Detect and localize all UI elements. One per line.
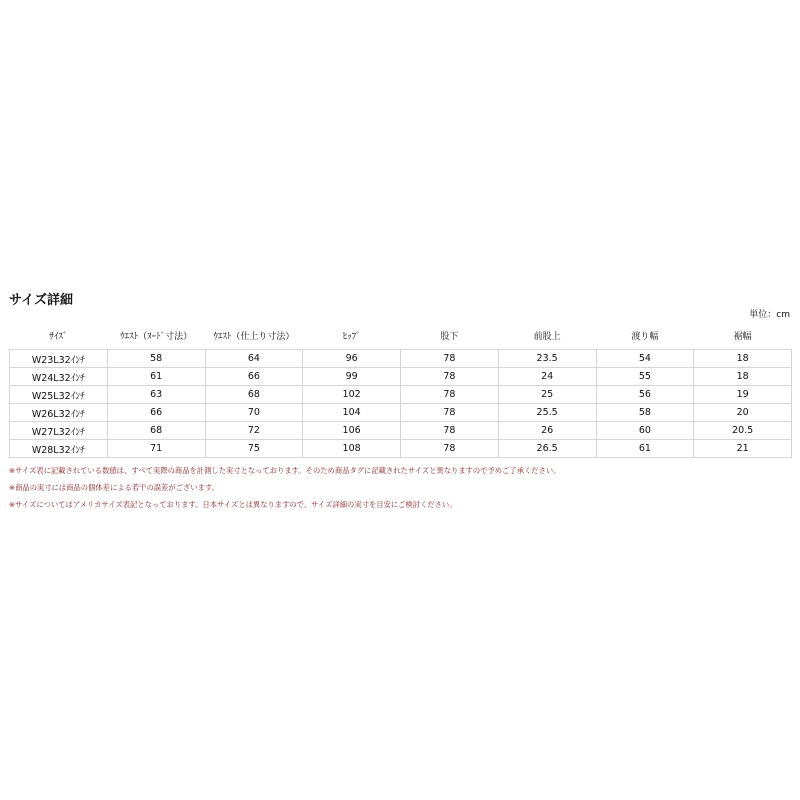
table-cell: 58 [596, 404, 694, 422]
table-row [10, 440, 792, 458]
table-cell: 18 [694, 350, 792, 368]
table-cell: W26L32ｲﾝﾁ [10, 404, 108, 422]
column-header: 股下 [440, 331, 459, 342]
table-row [10, 422, 792, 440]
table-cell: 58 [107, 350, 205, 368]
table-cell: 61 [596, 440, 694, 458]
note-text: ※サイズ表に記載されている数値は、すべて実際の商品を計測した実寸となっております。そのため商品タグに記載されたサイズと異なりますので予めご了承ください。 [9, 466, 561, 475]
table-row [10, 386, 792, 404]
table-cell: 25.5 [498, 404, 596, 422]
table-cell: 61 [107, 368, 205, 386]
table-header-row [10, 321, 792, 350]
table-cell: W27L32ｲﾝﾁ [10, 422, 108, 440]
table-cell: 24 [498, 368, 596, 386]
table-cell: 78 [401, 386, 499, 404]
table-cell: 56 [596, 386, 694, 404]
table-cell: 108 [303, 440, 401, 458]
table-cell: 102 [303, 386, 401, 404]
size-table [9, 321, 792, 458]
table-cell: 78 [401, 440, 499, 458]
page-title: サイズ詳細 [9, 293, 73, 308]
table-cell: 75 [205, 440, 303, 458]
table-cell: 78 [401, 422, 499, 440]
table-cell: 21 [694, 440, 792, 458]
table-cell: W24L32ｲﾝﾁ [10, 368, 108, 386]
table-cell: 25 [498, 386, 596, 404]
table-cell: W28L32ｲﾝﾁ [10, 440, 108, 458]
table-row [10, 368, 792, 386]
notes-section [9, 466, 791, 517]
table-cell: 55 [596, 368, 694, 386]
table-cell: 78 [401, 368, 499, 386]
unit-label: 単位：cm [749, 310, 790, 320]
note-text: ※サイズについてはアメリカサイズ表記となっております。日本サイズとは異なりますので、サイズ詳細の実寸を目安にご検討ください。 [9, 500, 457, 509]
table-cell: 19 [694, 386, 792, 404]
table-cell: 70 [205, 404, 303, 422]
table-cell: 20.5 [694, 422, 792, 440]
table-cell: 23.5 [498, 350, 596, 368]
column-header: ｳｴｽﾄ（仕上り寸法） [213, 331, 295, 342]
table-cell: 54 [596, 350, 694, 368]
table-cell: 71 [107, 440, 205, 458]
table-cell: 78 [401, 404, 499, 422]
column-header: 渡り幅 [631, 331, 659, 342]
table-cell: 104 [303, 404, 401, 422]
table-cell: 60 [596, 422, 694, 440]
table-cell: 72 [205, 422, 303, 440]
table-cell: 63 [107, 386, 205, 404]
table-row [10, 350, 792, 368]
column-header: ｻｲｽﾞ [49, 331, 68, 342]
table-cell: 106 [303, 422, 401, 440]
table-cell: 68 [107, 422, 205, 440]
table-cell: 78 [401, 350, 499, 368]
note-text: ※商品の実寸には商品の個体差による若干の誤差がございます。 [9, 483, 219, 492]
table-cell: 96 [303, 350, 401, 368]
table-cell: 26.5 [498, 440, 596, 458]
column-header: 裾幅 [733, 331, 752, 342]
table-cell: 68 [205, 386, 303, 404]
table-cell: 20 [694, 404, 792, 422]
table-cell: 18 [694, 368, 792, 386]
table-cell: 26 [498, 422, 596, 440]
table-cell: 64 [205, 350, 303, 368]
column-header: ﾋｯﾌﾟ [342, 331, 361, 342]
table-cell: 99 [303, 368, 401, 386]
column-header: 前股上 [533, 331, 561, 342]
table-cell: 66 [107, 404, 205, 422]
table-row [10, 404, 792, 422]
table-cell: 66 [205, 368, 303, 386]
column-header: ｳｴｽﾄ（ﾇｰﾄﾞ寸法） [120, 331, 193, 342]
table-cell: W25L32ｲﾝﾁ [10, 386, 108, 404]
table-cell: W23L32ｲﾝﾁ [10, 350, 108, 368]
